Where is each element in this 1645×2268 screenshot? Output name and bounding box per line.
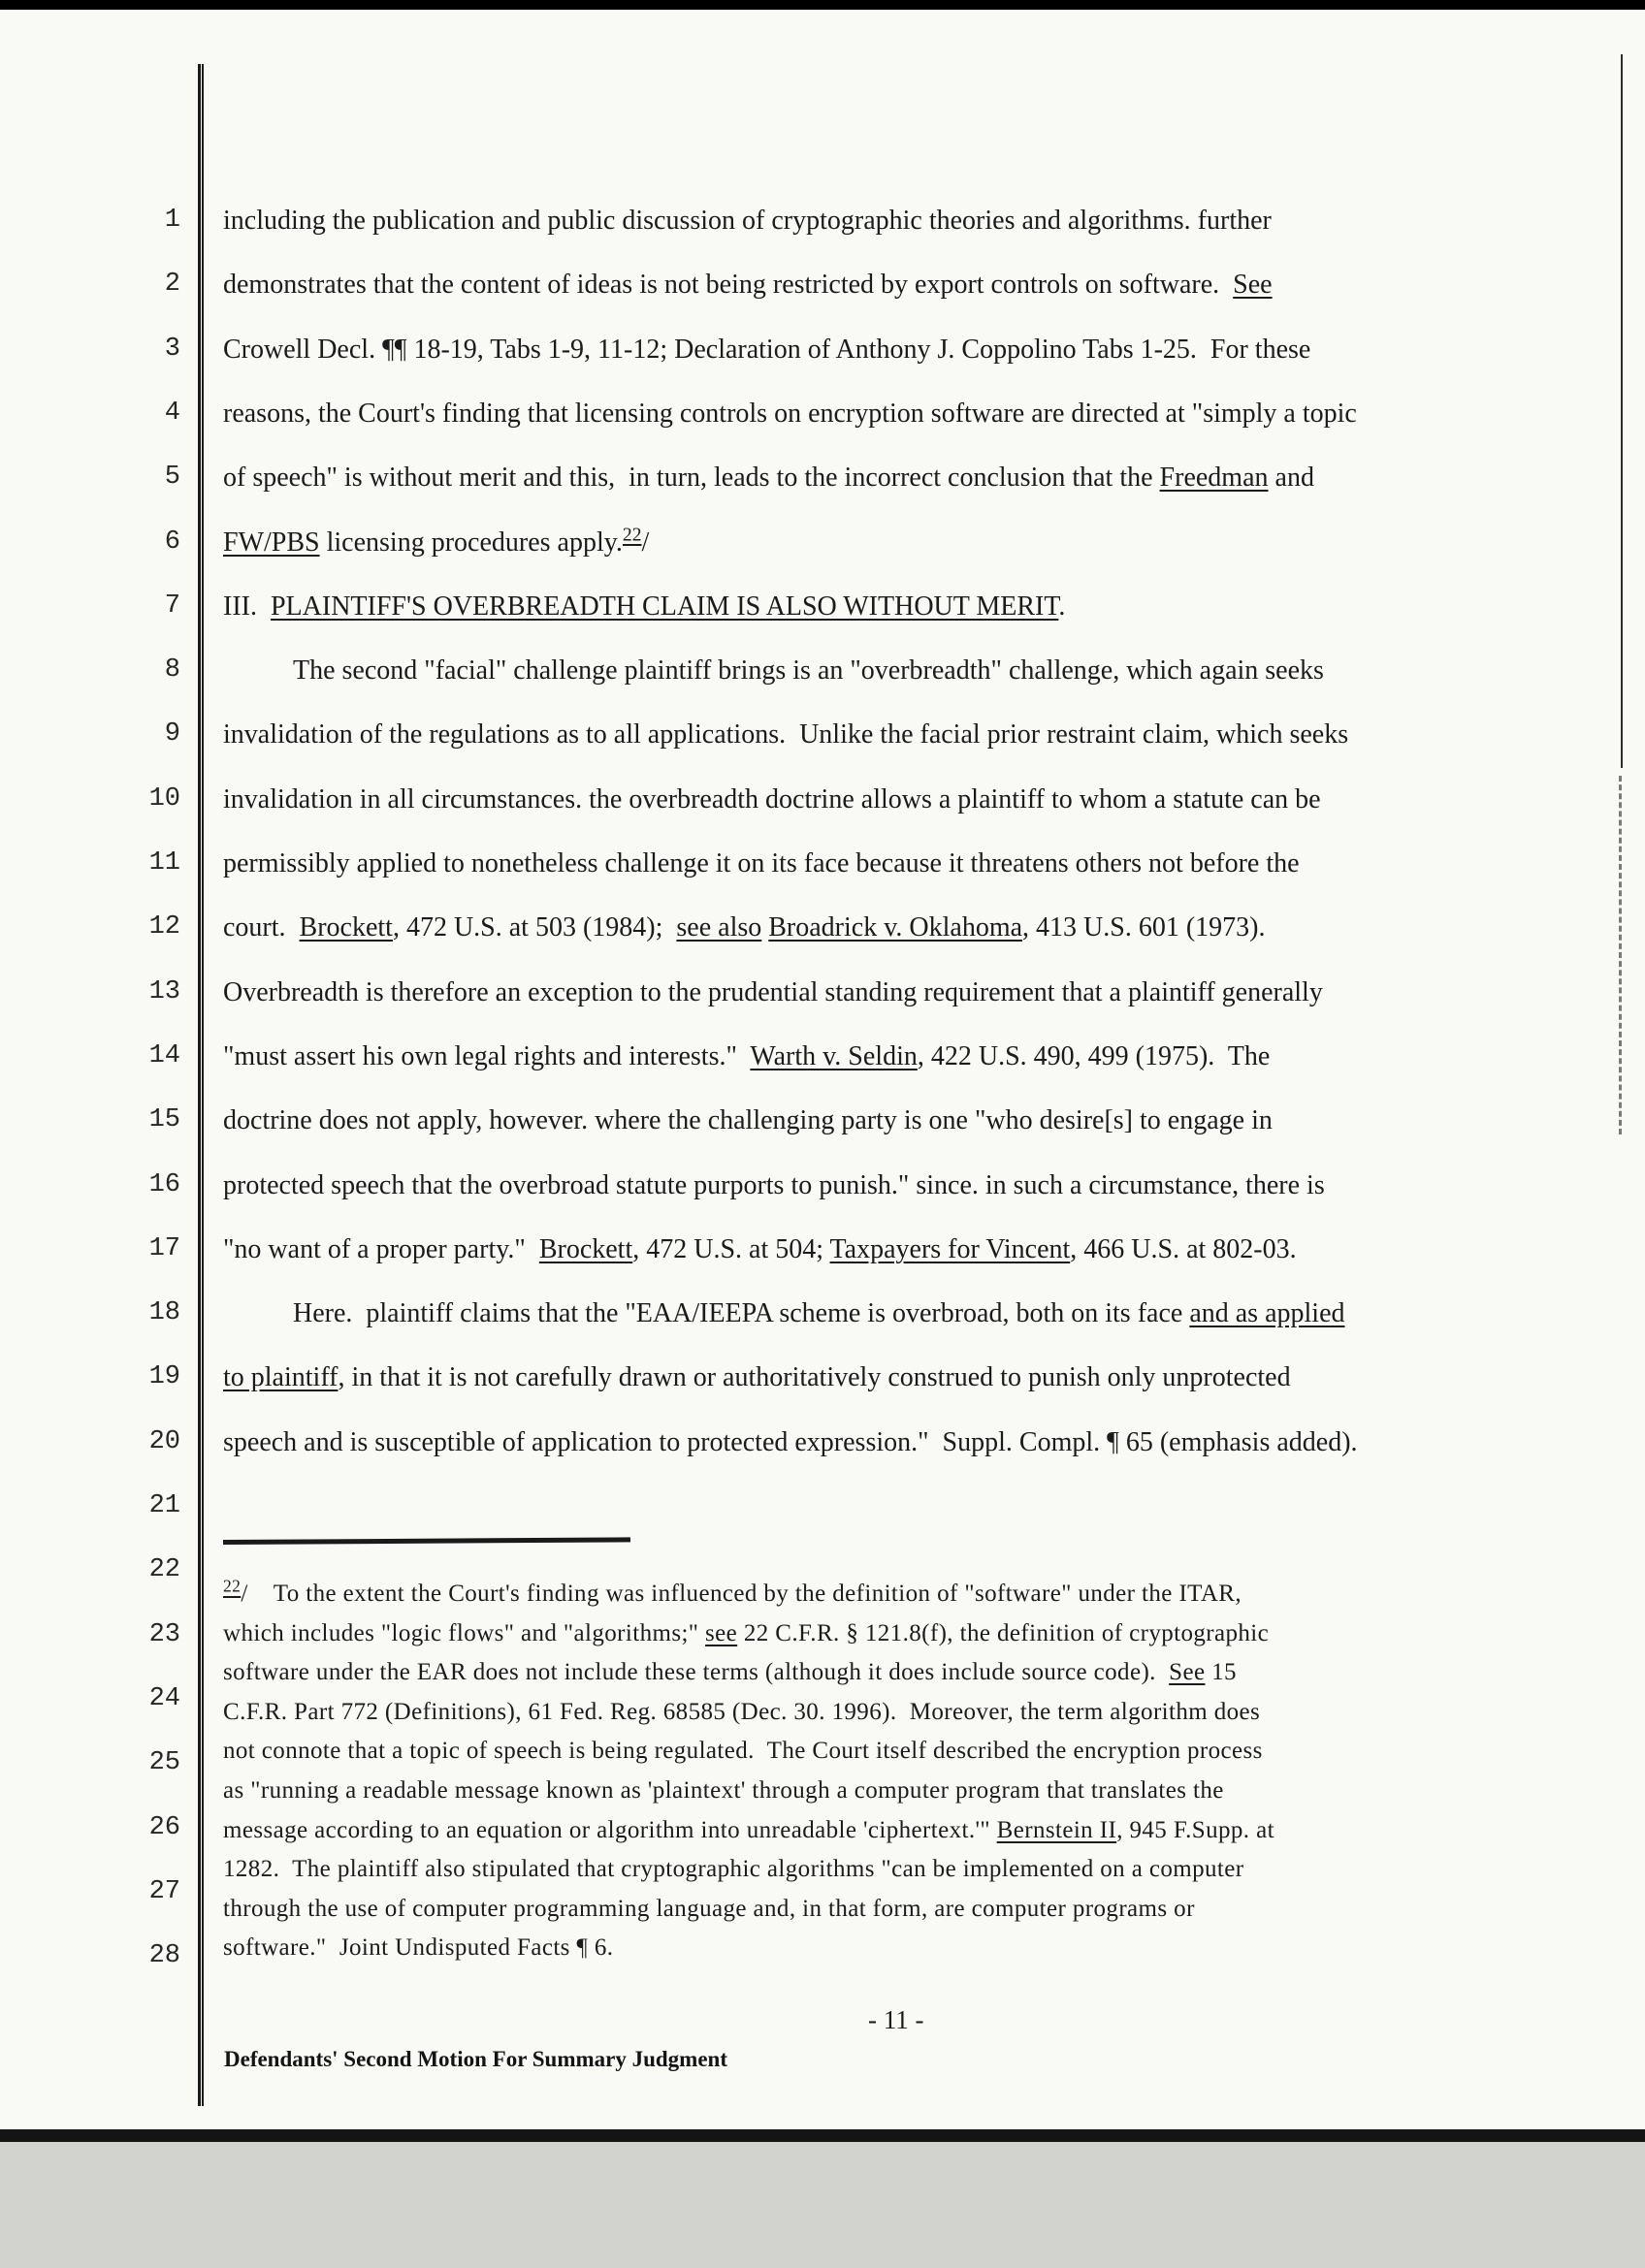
footnote-line-2: which includes "logic flows" and "algorithms;" see 22 C.F.R. § 121.8(f), the definition of cryptographic — [223, 1619, 1270, 1646]
line-number: 4 — [164, 398, 180, 428]
line-number: 27 — [148, 1876, 180, 1906]
body-line-18: Here. plaintiff claims that the "EAA/IEEPA scheme is overbroad, both on its face and as applied — [293, 1298, 1345, 1329]
line-number: 8 — [164, 655, 180, 686]
body-line-11: permissibly applied to nonetheless challenge it on its face because it threatens others not before the — [223, 848, 1300, 878]
footnote-line-5: not connote that a topic of speech is being regulated. The Court itself described the encryption process — [223, 1738, 1263, 1765]
body-line-20: speech and is susceptible of application to protected expression." Suppl. Compl. ¶ 65 (emphasis added). — [223, 1426, 1358, 1457]
body-line-16: protected speech that the overbroad statute purports to punish." since. in such a circumstance, there is — [223, 1169, 1325, 1200]
body-line-15: doctrine does not apply, however. where the challenging party is one "who desire[s] to engage in — [223, 1105, 1273, 1136]
line-number: 17 — [148, 1233, 180, 1263]
body-line-5: of speech" is without merit and this, in turn, leads to the incorrect conclusion that the Freedman and — [223, 463, 1314, 494]
line-number: 13 — [148, 976, 180, 1006]
line-number: 23 — [148, 1619, 180, 1649]
page-right-edge-line — [1621, 54, 1623, 768]
footnote-line-1: $^{22}$/ To the extent the Court's finding was influenced by the definition of "software" under the ITAR, — [223, 1576, 1242, 1607]
line-number: 7 — [164, 591, 180, 621]
line-number: 28 — [148, 1941, 180, 1971]
line-number: 6 — [164, 527, 180, 557]
body-line-17: "no want of a proper party." Brockett, 472 U.S. at 504; Taxpayers for Vincent, 466 U.S. at 802-03. — [223, 1233, 1297, 1264]
line-number: 3 — [164, 334, 180, 364]
pleading-left-double-rule — [198, 64, 204, 2106]
line-number: 12 — [148, 912, 180, 942]
footnote-line-9: through the use of computer programming language and, in that form, are computer programs or — [223, 1895, 1195, 1922]
line-number: 20 — [148, 1426, 180, 1456]
footnote-line-3: software under the EAR does not include these terms (although it does include source code). See 15 — [223, 1659, 1237, 1686]
line-number: 24 — [148, 1683, 180, 1713]
line-number: 22 — [148, 1555, 180, 1585]
body-line-2: demonstrates that the content of ideas is not being restricted by export controls on software. See — [223, 270, 1273, 301]
footnote-line-6: as "running a readable message known as 'plaintext' through a computer program that translates the — [223, 1777, 1224, 1804]
line-number: 26 — [148, 1812, 180, 1842]
body-line-4: reasons, the Court's finding that licensing controls on encryption software are directed at "simply a topic — [223, 398, 1357, 429]
line-number: 1 — [164, 206, 180, 235]
scan-top-band — [0, 0, 1645, 10]
footnote-line-4: C.F.R. Part 772 (Definitions), 61 Fed. Reg. 68585 (Dec. 30. 1996). Moreover, the term algorithm does — [223, 1698, 1261, 1725]
body-line-9: invalidation of the regulations as to all applications. Unlike the facial prior restraint claim, which seeks — [223, 719, 1349, 751]
line-number: 14 — [148, 1040, 180, 1070]
footnote-separator-rule — [223, 1537, 630, 1545]
scan-bottom-band-line — [0, 2129, 1645, 2142]
line-number: 11 — [148, 848, 180, 878]
body-line-6: FW/PBS licensing procedures apply.$^{22}$/ — [223, 525, 650, 558]
body-line-8: The second "facial" challenge plaintiff brings is an "overbreadth" challenge, which again seeks — [293, 655, 1324, 687]
body-line-19: to plaintiff, in that it is not carefully drawn or authoritatively construed to punish only unprotected — [223, 1362, 1291, 1393]
line-number: 9 — [164, 719, 180, 750]
body-line-3: Crowell Decl. ¶¶ 18-19, Tabs 1-9, 11-12; Declaration of Anthony J. Coppolino Tabs 1-25. For these — [223, 334, 1311, 365]
page-right-edge-dashes — [1619, 776, 1622, 1134]
line-number: 15 — [148, 1105, 180, 1135]
line-number: 2 — [164, 270, 180, 300]
line-number: 25 — [148, 1748, 180, 1778]
line-number: 18 — [148, 1298, 180, 1328]
line-number: 16 — [148, 1169, 180, 1199]
footer-title-line: Defendants' Second Motion For Summary Judgment — [224, 2047, 728, 2071]
line-number: 5 — [164, 463, 180, 493]
line-number: 19 — [148, 1362, 180, 1392]
body-line-7: III. PLAINTIFF'S OVERBREADTH CLAIM IS ALSO WITHOUT MERIT. — [223, 591, 1066, 622]
body-line-1: including the publication and public discussion of cryptographic theories and algorithms. further — [223, 206, 1272, 236]
body-line-13: Overbreadth is therefore an exception to the prudential standing requirement that a plaintiff generally — [223, 976, 1323, 1007]
body-line-14: "must assert his own legal rights and interests." Warth v. Seldin, 422 U.S. 490, 499 (1975). The — [223, 1040, 1271, 1071]
footnote-line-10: software." Joint Undisputed Facts ¶ 6. — [223, 1934, 614, 1962]
line-number: 21 — [148, 1491, 180, 1520]
body-line-10: invalidation in all circumstances. the overbreadth doctrine allows a plaintiff to whom a statute can be — [223, 783, 1321, 815]
footnote-line-7: message according to an equation or algorithm into unreadable 'ciphertext.'" Bernstein II, 945 F.Supp. at — [223, 1816, 1274, 1843]
page-number: - 11 - — [868, 2005, 924, 2034]
footnote-line-8: 1282. The plaintiff also stipulated that cryptographic algorithms "can be implemented on a computer — [223, 1856, 1244, 1883]
scan-bottom-gray-area — [0, 2142, 1645, 2268]
line-number: 10 — [148, 783, 180, 814]
body-line-12: court. Brockett, 472 U.S. at 503 (1984); see also Broadrick v. Oklahoma, 413 U.S. 601 (1973). — [223, 912, 1266, 943]
